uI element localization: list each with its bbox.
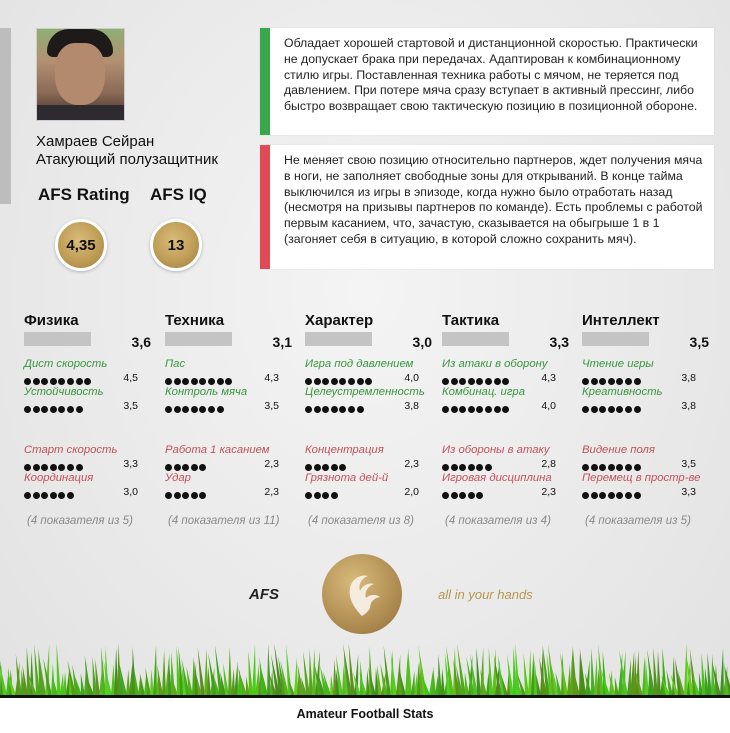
rating-dot (468, 492, 475, 499)
attribute-label: Комбинац. игра (442, 386, 525, 398)
category-bar (582, 332, 649, 346)
attribute-label: Чтение игры (582, 358, 654, 370)
rating-dot (314, 378, 321, 385)
rating-dot (608, 492, 615, 499)
rating-dot (357, 406, 364, 413)
rating-dot (322, 492, 329, 499)
rating-dot (33, 378, 40, 385)
attribute-value: 3,3 (681, 486, 696, 498)
rating-dot (459, 406, 466, 413)
rating-dot (502, 406, 509, 413)
rating-dot (165, 406, 172, 413)
weaknesses-text: Не меняет свою позицию относительно партнеров, ждет получения мяча в ноги, не заполняет свободные зоны для открываний. В конце тайма выключился из игры в эпизоде, когда нужно было отработать назад (несмотря на призывы партнеров по команде). Есть проблемы с работой первым касанием, что, зачастую, сказывается на обыгрыше 1 в 1 (загоняет себя в ситуацию, в которой сложно сохранить мяч). (284, 153, 703, 246)
rating-dot (442, 406, 449, 413)
rating-dot (50, 406, 57, 413)
attribute-label: Из атаки в оборону (442, 358, 548, 370)
rating-dot (182, 406, 189, 413)
brand-short: AFS (249, 586, 279, 603)
rating-dot (591, 492, 598, 499)
attribute-label: Работа 1 касанием (165, 444, 270, 456)
strength-attribute (582, 386, 709, 414)
rating-dot (58, 378, 65, 385)
attribute-value: 2,0 (404, 486, 419, 498)
weakness-attribute (24, 472, 151, 500)
rating-dot (314, 492, 321, 499)
rating-dot (322, 378, 329, 385)
brand-slogan: all in your hands (438, 587, 533, 602)
attribute-value: 3,5 (681, 458, 696, 470)
rating-dots (24, 486, 76, 494)
attribute-label: Удар (165, 472, 191, 484)
attribute-label: Грязнота дей-й (305, 472, 389, 484)
attribute-label: Дист скорость (24, 358, 108, 370)
rating-dot (182, 464, 189, 471)
rating-dot (314, 406, 321, 413)
rating-dot (468, 406, 475, 413)
player-photo (36, 28, 125, 121)
rating-dot (76, 378, 83, 385)
rating-dots (582, 400, 642, 408)
category-title: Тактика (442, 312, 500, 329)
rating-dot (33, 406, 40, 413)
attribute-label: Игра под давлением (305, 358, 414, 370)
weaknesses-stripe (260, 145, 270, 269)
rating-dot (331, 464, 338, 471)
rating-dot (357, 378, 364, 385)
attribute-value: 3,3 (123, 458, 138, 470)
attribute-label: Перемещ в простр-ве (582, 472, 701, 484)
rating-dots (442, 400, 511, 408)
attribute-value: 2,3 (264, 486, 279, 498)
weakness-attribute (24, 444, 151, 472)
rating-dot (625, 464, 632, 471)
category-score: 3,5 (689, 334, 709, 350)
weakness-attribute (582, 444, 709, 472)
rating-dot (599, 464, 606, 471)
category-title: Физика (24, 312, 79, 329)
category-bar (305, 332, 372, 346)
rating-dot (182, 492, 189, 499)
rating-dot (634, 492, 641, 499)
rating-dot (608, 378, 615, 385)
attribute-value: 4,3 (541, 372, 556, 384)
strength-attribute (305, 386, 432, 414)
category-bar (24, 332, 91, 346)
rating-dot (24, 378, 31, 385)
rating-dot (322, 406, 329, 413)
footer-bar (0, 695, 730, 733)
strength-attribute (442, 386, 569, 414)
strengths-stripe (260, 28, 270, 135)
category-score: 3,0 (412, 334, 432, 350)
rating-dot (182, 378, 189, 385)
rating-dot (476, 378, 483, 385)
category-bar (165, 332, 232, 346)
rating-dot (451, 406, 458, 413)
rating-dot (599, 492, 606, 499)
attribute-label: Игровая дисциплина (442, 472, 552, 484)
weakness-attribute (165, 472, 292, 500)
rating-dot (322, 464, 329, 471)
rating-dot (348, 378, 355, 385)
rating-dot (468, 464, 475, 471)
rating-dot (208, 378, 215, 385)
rating-dots (305, 400, 365, 408)
rating-dot (33, 464, 40, 471)
rating-dot (582, 406, 589, 413)
rating-dot (50, 492, 57, 499)
strength-attribute (305, 358, 432, 386)
rating-dot (485, 406, 492, 413)
rating-dot (365, 378, 372, 385)
strength-attribute (24, 386, 151, 414)
player-position: Атакующий полузащитник (36, 151, 218, 168)
rating-dot (174, 464, 181, 471)
rating-dots (165, 372, 234, 380)
attribute-label: Контроль мяча (165, 386, 248, 398)
rating-dot (24, 492, 31, 499)
attribute-value: 4,0 (541, 400, 556, 412)
attribute-value: 3,5 (123, 400, 138, 412)
rating-dots (24, 400, 84, 408)
rating-dot (76, 464, 83, 471)
rating-dot (442, 378, 449, 385)
rating-dot (442, 492, 449, 499)
rating-dot (625, 406, 632, 413)
rating-dots (442, 486, 485, 494)
rating-dot (67, 406, 74, 413)
rating-dot (67, 492, 74, 499)
rating-dot (41, 406, 48, 413)
rating-dot (208, 406, 215, 413)
category-title: Техника (165, 312, 225, 329)
rating-dot (608, 406, 615, 413)
attribute-value: 3,8 (681, 400, 696, 412)
rating-dot (67, 378, 74, 385)
rating-dot (502, 378, 509, 385)
attribute-value: 4,5 (123, 372, 138, 384)
category-score: 3,3 (549, 334, 569, 350)
rating-dot (634, 406, 641, 413)
rating-dot (41, 492, 48, 499)
rating-dot (41, 378, 48, 385)
rating-dot (616, 406, 623, 413)
afs-iq-label: AFS IQ (150, 185, 207, 204)
strength-attribute (442, 358, 569, 386)
rating-dot (50, 378, 57, 385)
rating-dot (331, 406, 338, 413)
rating-dot (58, 492, 65, 499)
rating-dots (582, 458, 642, 466)
rating-dot (199, 378, 206, 385)
weakness-attribute (442, 444, 569, 472)
indicator-count: (4 показателя из 8) (308, 515, 414, 527)
weakness-attribute (442, 472, 569, 500)
rating-dot (591, 406, 598, 413)
rating-dot (174, 378, 181, 385)
rating-dot (76, 406, 83, 413)
weakness-attribute (305, 472, 432, 500)
rating-dots (24, 458, 84, 466)
rating-dot (634, 464, 641, 471)
rating-dot (339, 406, 346, 413)
rating-dot (459, 464, 466, 471)
rating-dot (305, 378, 312, 385)
attribute-value: 2,3 (264, 458, 279, 470)
rating-dots (582, 372, 642, 380)
attribute-value: 2,3 (541, 486, 556, 498)
rating-dots (582, 486, 642, 494)
strengths-text: Обладает хорошей стартовой и дистанционной скоростью. Практически не допускает брака при передачах. Адаптирован к комбинационному стилю игры. Поставленная техника работы с мячом, не теряется под давлением. При потере мяча сразу вступает в активный прессинг, либо быстро возвращает свою тактическую позицию в позиционной обороне. (284, 36, 698, 114)
afs-iq-badge: 13 (150, 219, 202, 271)
rating-dot (33, 492, 40, 499)
attribute-label: Креативность (582, 386, 663, 398)
indicator-count: (4 показателя из 5) (585, 515, 691, 527)
weakness-attribute (582, 472, 709, 500)
rating-dot (582, 492, 589, 499)
rating-dot (339, 378, 346, 385)
attribute-label: Целеустремленность (305, 386, 425, 398)
rating-dots (442, 372, 511, 380)
rating-dot (625, 492, 632, 499)
rating-dot (305, 464, 312, 471)
rating-dot (41, 464, 48, 471)
indicator-count: (4 показателя из 11) (168, 515, 280, 527)
rating-dots (305, 458, 348, 466)
rating-dot (199, 406, 206, 413)
weakness-attribute (305, 444, 432, 472)
attribute-label: Старт скорость (24, 444, 118, 456)
rating-dot (485, 378, 492, 385)
rating-dot (459, 492, 466, 499)
rating-dots (305, 372, 374, 380)
strengths-box (260, 28, 714, 135)
attribute-label: Устойчивость (24, 386, 104, 398)
rating-dots (442, 458, 494, 466)
rating-dot (582, 378, 589, 385)
attribute-value: 3,8 (404, 400, 419, 412)
rating-dot (494, 378, 501, 385)
rating-dot (331, 378, 338, 385)
rating-dot (84, 378, 91, 385)
rating-dot (494, 406, 501, 413)
rating-dot (191, 492, 198, 499)
attribute-value: 2,3 (404, 458, 419, 470)
rating-dots (165, 400, 225, 408)
rating-dot (191, 378, 198, 385)
indicator-count: (4 показателя из 4) (445, 515, 551, 527)
attribute-value: 4,3 (264, 372, 279, 384)
rating-dots (24, 372, 93, 380)
category-score: 3,6 (131, 334, 151, 350)
attribute-label: Пас (165, 358, 186, 370)
rating-dot (58, 406, 65, 413)
rating-dot (174, 406, 181, 413)
strength-attribute (24, 358, 151, 386)
rating-dot (165, 464, 172, 471)
category-title: Характер (305, 312, 374, 329)
rating-dot (199, 492, 206, 499)
rating-dot (591, 464, 598, 471)
rating-dot (451, 492, 458, 499)
rating-dot (58, 464, 65, 471)
strength-attribute (165, 386, 292, 414)
rating-dot (459, 378, 466, 385)
rating-dot (451, 464, 458, 471)
rating-dot (591, 378, 598, 385)
strength-attribute (582, 358, 709, 386)
rating-dot (217, 378, 224, 385)
rating-dot (225, 378, 232, 385)
attribute-value: 4,0 (404, 372, 419, 384)
rating-dot (468, 378, 475, 385)
rating-dots (305, 486, 339, 494)
rating-dot (451, 378, 458, 385)
attribute-label: Из обороны в атаку (442, 444, 550, 456)
rating-dots (165, 486, 208, 494)
afs-rating-label: AFS Rating (38, 185, 130, 204)
rating-dot (616, 492, 623, 499)
rating-dot (199, 464, 206, 471)
rating-dot (476, 406, 483, 413)
rating-dots (165, 458, 208, 466)
rating-dot (305, 492, 312, 499)
rating-dot (339, 464, 346, 471)
rating-dot (616, 464, 623, 471)
rating-dot (608, 464, 615, 471)
weaknesses-box (260, 145, 714, 269)
rating-dot (24, 464, 31, 471)
rating-dot (634, 378, 641, 385)
player-name: Хамраев Сейран (36, 133, 155, 150)
grass-decoration (0, 640, 730, 695)
rating-dot (165, 378, 172, 385)
rating-dot (599, 378, 606, 385)
category-bar (442, 332, 509, 346)
rating-dot (174, 492, 181, 499)
strength-attribute (165, 358, 292, 386)
phoenix-emblem-icon (322, 554, 402, 634)
rating-dot (50, 464, 57, 471)
rating-dot (314, 464, 321, 471)
left-accent-bar (0, 28, 11, 204)
rating-dot (476, 492, 483, 499)
footer-title: Amateur Football Stats (296, 707, 434, 721)
attribute-label: Координация (24, 472, 94, 484)
attribute-value: 3,8 (681, 372, 696, 384)
rating-dot (217, 406, 224, 413)
category-score: 3,1 (272, 334, 292, 350)
indicator-count: (4 показателя из 5) (27, 515, 133, 527)
weakness-attribute (165, 444, 292, 472)
rating-dot (67, 464, 74, 471)
attribute-label: Видение поля (582, 444, 655, 456)
rating-dot (331, 492, 338, 499)
attribute-value: 2,8 (541, 458, 556, 470)
rating-dot (442, 464, 449, 471)
rating-dot (348, 406, 355, 413)
attribute-value: 3,5 (264, 400, 279, 412)
rating-dot (476, 464, 483, 471)
rating-dot (582, 464, 589, 471)
rating-dot (191, 406, 198, 413)
afs-rating-badge: 4,35 (55, 219, 107, 271)
attribute-label: Концентрация (305, 444, 384, 456)
rating-dot (599, 406, 606, 413)
rating-dot (616, 378, 623, 385)
rating-dot (165, 492, 172, 499)
rating-dot (191, 464, 198, 471)
rating-dot (305, 406, 312, 413)
category-title: Интеллект (582, 312, 660, 329)
rating-dot (485, 464, 492, 471)
attribute-value: 3,0 (123, 486, 138, 498)
rating-dot (625, 378, 632, 385)
rating-dot (24, 406, 31, 413)
